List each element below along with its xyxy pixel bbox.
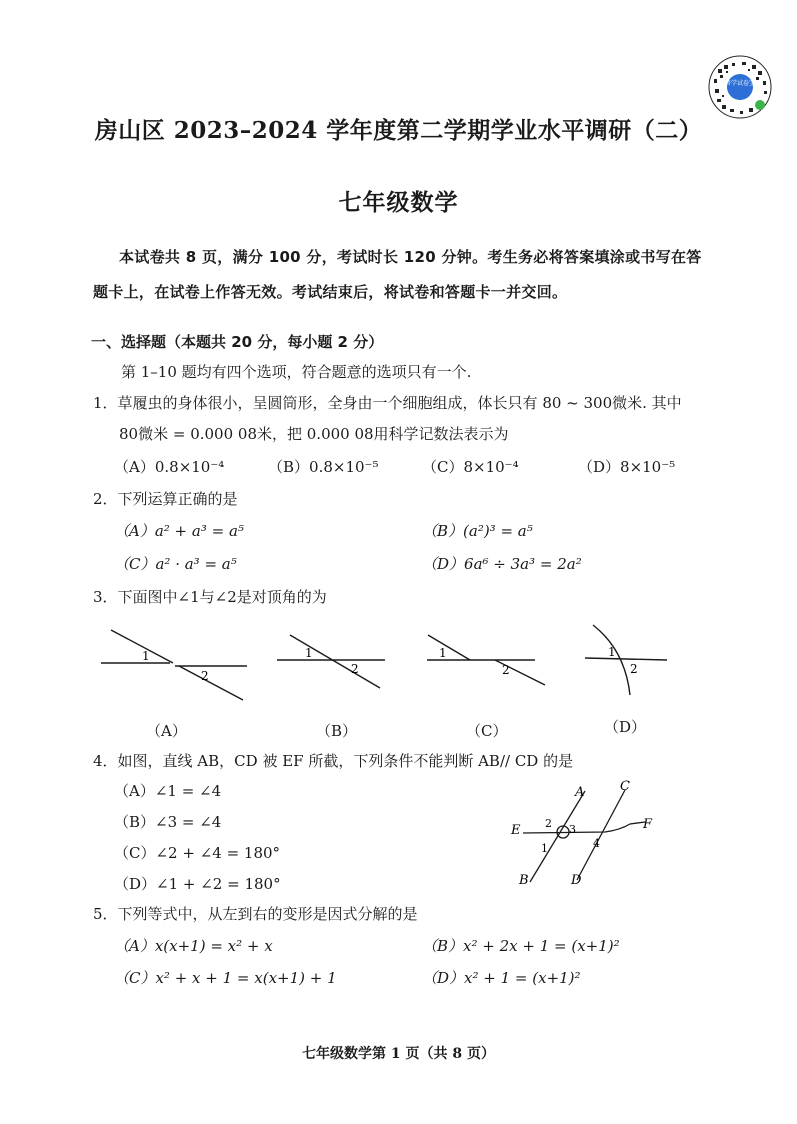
q4-stem: 4．如图，直线 AB，CD 被 EF 所截，下列条件不能判断 AB// CD 的是 (93, 752, 574, 770)
q2-stem: 2．下列运算正确的是 (93, 490, 238, 508)
q3-a-angle1: 1 (142, 649, 150, 663)
q4-option-b: （B）∠3 = ∠4 (114, 813, 222, 831)
page-footer: 七年级数学第 1 页（共 8 页） (302, 1046, 495, 1062)
q4-angle-1: 1 (541, 842, 548, 855)
q3-label-b: （B） (316, 722, 358, 740)
notice-line-1: 本试卷共 8 页，满分 100 分，考试时长 120 分钟。考生务必将答案填涂或书写在答 (119, 248, 702, 266)
q3-b-angle1: 1 (305, 646, 313, 660)
q4-label-E: E (511, 823, 521, 838)
q5-option-c: （C）x² + x + 1 = x(x+1) + 1 (114, 969, 337, 987)
q4-option-c: （C）∠2 + ∠4 = 180° (114, 844, 281, 862)
q3-label-a: （A） (146, 722, 187, 740)
q5-option-d: （D）x² + 1 = (x+1)² (422, 969, 581, 987)
q4-figure (505, 776, 665, 891)
qr-code (708, 55, 772, 119)
q4-label-A: A (575, 785, 585, 800)
q4-label-F: F (643, 817, 653, 832)
section-intro: 第 1–10 题均有四个选项，符合题意的选项只有一个. (121, 363, 472, 381)
q1-option-b: （B）0.8×10⁻⁵ (268, 458, 379, 476)
page-subtitle: 七年级数学 (338, 189, 459, 216)
q4-label-C: C (620, 779, 630, 794)
q1-stem-line1: 1．草履虫的身体很小，呈圆筒形，全身由一个细胞组成，体长只有 80 ~ 300微米. 其中 (93, 394, 682, 412)
q4-label-D: D (571, 873, 582, 888)
q4-option-d: （D）∠1 + ∠2 = 180° (114, 875, 281, 893)
qr-label: 普学试卷宝 (724, 80, 756, 87)
q4-label-B: B (519, 873, 529, 888)
q1-option-d: （D）8×10⁻⁵ (578, 458, 676, 476)
notice-line-2: 题卡上，在试卷上作答无效。考试结束后，将试卷和答题卡一并交回。 (93, 283, 568, 301)
q3-c-angle2: 2 (502, 663, 510, 677)
q4-angle-4: 4 (593, 837, 600, 850)
q3-a-angle2: 2 (201, 669, 209, 683)
q5-option-b: （B）x² + 2x + 1 = (x+1)² (422, 937, 620, 955)
q4-angle-3: 3 (569, 823, 576, 836)
q1-option-a: （A）0.8×10⁻⁴ (114, 458, 225, 476)
q2-option-d: （D）6a⁶ ÷ 3a³ = 2a² (422, 555, 582, 573)
q4-option-a: （A）∠1 = ∠4 (114, 782, 222, 800)
q3-d-angle2: 2 (630, 662, 638, 676)
q2-option-b: （B）(a²)³ = a⁵ (422, 522, 533, 540)
q2-option-a: （A）a² + a³ = a⁵ (114, 522, 244, 540)
q5-option-a: （A）x(x+1) = x² + x (114, 937, 273, 955)
q2-option-c: （C）a² · a³ = a⁵ (114, 555, 237, 573)
q3-label-c: （C） (466, 722, 508, 740)
section-heading: 一、选择题（本题共 20 分，每小题 2 分） (91, 333, 384, 351)
q3-label-d: （D） (604, 718, 647, 736)
q3-c-angle1: 1 (439, 646, 447, 660)
q3-b-angle2: 2 (351, 662, 359, 676)
q4-angle-2: 2 (545, 817, 552, 830)
q3-stem: 3．下面图中∠1与∠2是对顶角的为 (93, 588, 327, 606)
q1-stem-line2: 80微米 = 0.000 08米，把 0.000 08用科学记数法表示为 (119, 425, 509, 443)
q1-option-c: （C）8×10⁻⁴ (422, 458, 519, 476)
page-title: 房山区 2023–2024 学年度第二学期学业水平调研（二） (94, 117, 703, 144)
q3-d-angle1: 1 (608, 645, 616, 659)
q3-figures (95, 620, 695, 715)
q5-stem: 5．下列等式中，从左到右的变形是因式分解的是 (93, 905, 418, 923)
